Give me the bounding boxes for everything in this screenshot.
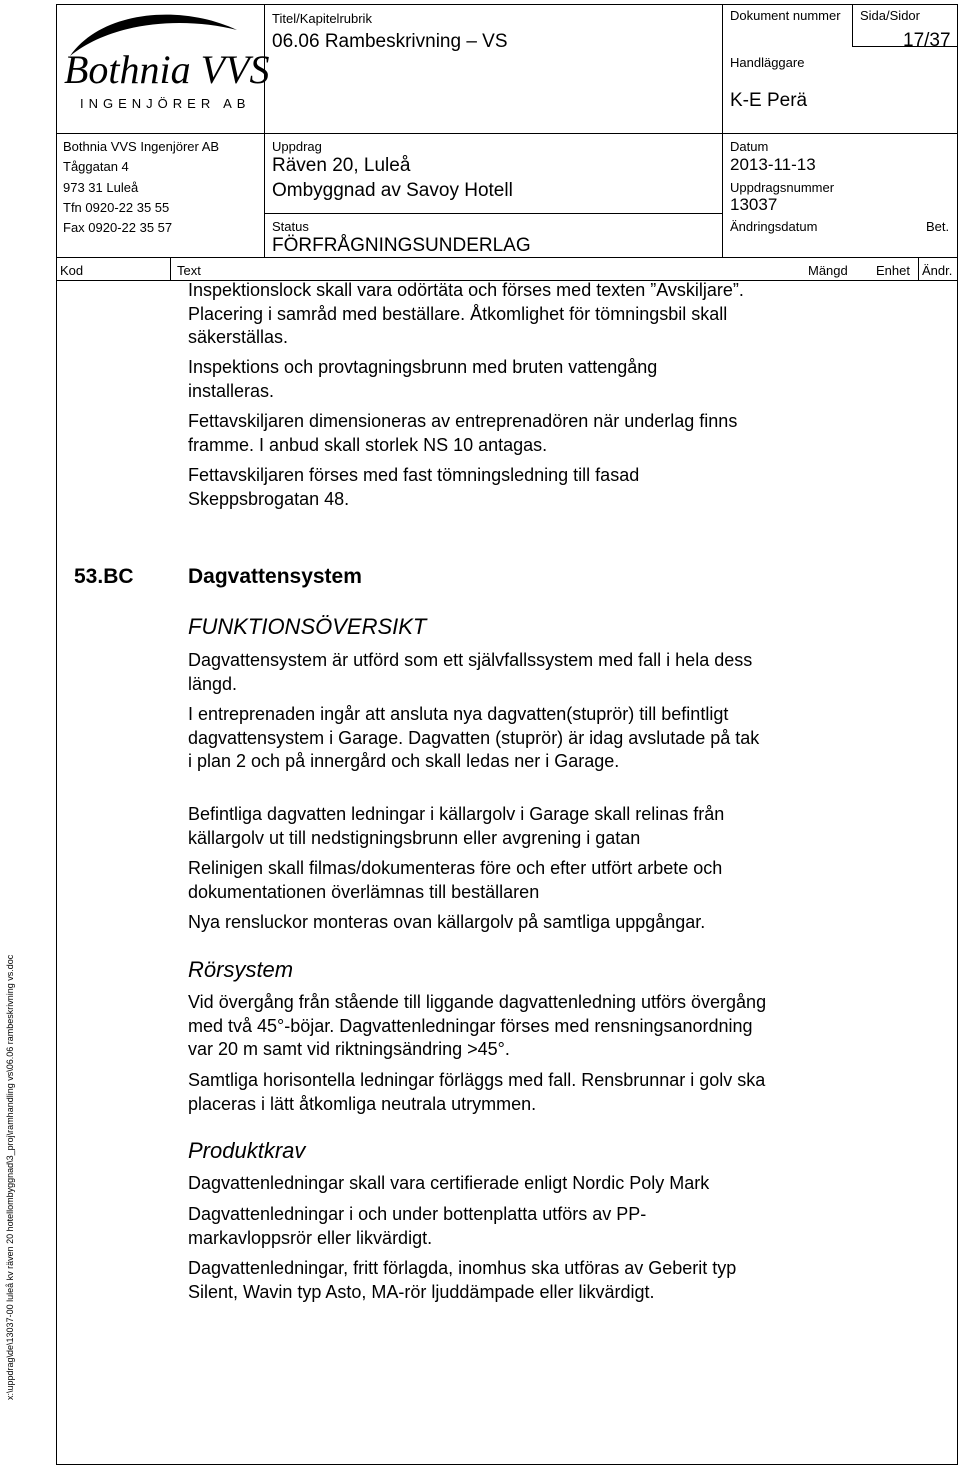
change-date-label: Ändringsdatum bbox=[730, 219, 818, 234]
paragraph: Befintliga dagvatten ledningar i källargolv i Garage skall relinas från källargolv ut till nedstigningsbrunn eller avgrening i gatan bbox=[188, 804, 725, 848]
company-fax: Fax 0920-22 35 57 bbox=[63, 220, 173, 235]
header-divider-1 bbox=[264, 4, 265, 257]
doc-number-label: Dokument nummer bbox=[730, 8, 841, 23]
bet-label: Bet. bbox=[926, 219, 950, 234]
col-andr: Ändr. bbox=[922, 263, 953, 278]
paragraph: Inspektionslock skall vara odörtäta och förses med texten ”Avskiljare”. Placering i samråd med beställare. Åtkomlighet för tömningsbil skall säkerställas. bbox=[188, 280, 744, 347]
section-code: 53.BC bbox=[74, 565, 134, 588]
col-divider-andr bbox=[918, 257, 919, 280]
company-phone: Tfn 0920-22 35 55 bbox=[63, 200, 170, 215]
assignment-line1: Räven 20, Luleå bbox=[272, 155, 411, 176]
col-divider-text bbox=[170, 257, 171, 280]
paragraph: Dagvattenledningar skall vara certifierade enligt Nordic Poly Mark bbox=[188, 1173, 710, 1193]
paragraph: Vid övergång från stående till liggande dagvattenledning utförs övergång med två 45°-böjar. Dagvattenledningar förses med rensningsanordning var 20 m samt vid riktningsändring >45°. bbox=[188, 992, 767, 1059]
file-path: x:\uppdrag\de\13037-00 luleå kv räven 20 hotellombyggnad\3_proj\ramhandling vs\06.06 rambeskrivning vs.doc bbox=[5, 954, 15, 1400]
col-kod: Kod bbox=[60, 263, 84, 278]
paragraph: Fettavskiljaren förses med fast tömningsledning till fasad Skeppsbrogatan 48. bbox=[188, 465, 640, 509]
subheading: FUNKTIONSÖVERSIKT bbox=[188, 614, 427, 639]
header-divider-3 bbox=[852, 4, 853, 46]
title-value: 06.06 Rambeskrivning – VS bbox=[272, 31, 508, 52]
title-label: Titel/Kapitelrubrik bbox=[272, 11, 372, 26]
header-divider-2 bbox=[722, 4, 723, 257]
company-postal: 973 31 Luleå bbox=[63, 180, 139, 195]
paragraph: I entreprenaden ingår att ansluta nya dagvatten(stuprör) till befintligt dagvattensystem i Garage. Dagvatten (stuprör) är idag avslutade på tak i plan 2 och på innergård och skall ledas ner i Garage. bbox=[188, 704, 760, 771]
assignment-number-label: Uppdragsnummer bbox=[730, 180, 835, 195]
paragraph: Dagvattensystem är utförd som ett självfallssystem med fall i hela dess längd. bbox=[188, 650, 753, 694]
logo-tagline: INGENJÖRER AB bbox=[80, 96, 251, 111]
handler-value: K-E Perä bbox=[730, 90, 808, 111]
header-rule-mid bbox=[56, 133, 958, 134]
header-rule-status bbox=[264, 213, 722, 214]
col-enhet: Enhet bbox=[876, 263, 910, 278]
header-rule-bottom bbox=[56, 257, 958, 258]
paragraph: Nya rensluckor monteras ovan källargolv på samtliga uppgångar. bbox=[188, 912, 706, 932]
assignment-line2: Ombyggnad av Savoy Hotell bbox=[272, 180, 513, 201]
subheading: Rörsystem bbox=[188, 957, 294, 982]
company-logo bbox=[62, 8, 270, 128]
paragraph: Inspektions och provtagningsbrunn med bruten vattengång installeras. bbox=[188, 357, 658, 401]
paragraph: Relinigen skall filmas/dokumenteras före och efter utfört arbete och dokumentationen överlämnas till beställaren bbox=[188, 858, 723, 902]
company-name: Bothnia VVS Ingenjörer AB bbox=[63, 139, 220, 154]
subheading: Produktkrav bbox=[188, 1138, 306, 1163]
handler-label: Handläggare bbox=[730, 55, 805, 70]
section-title: Dagvattensystem bbox=[188, 565, 362, 588]
paragraph: Samtliga horisontella ledningar förläggs med fall. Rensbrunnar i golv ska placeras i lätt åtkomliga neutrala utrymmen. bbox=[188, 1070, 766, 1114]
paragraph: Dagvattenledningar i och under bottenplatta utförs av PP-markavloppsrör eller likvärdigt. bbox=[188, 1204, 647, 1248]
col-text: Text bbox=[177, 263, 201, 278]
col-mangd: Mängd bbox=[808, 263, 848, 278]
company-street: Tåggatan 4 bbox=[63, 159, 129, 174]
paragraph: Dagvattenledningar, fritt förlagda, inomhus ska utföras av Geberit typ Silent, Wavin typ Asto, MA-rör ljuddämpade eller likvärdigt. bbox=[188, 1258, 737, 1302]
logo-name: Bothnia VVS bbox=[64, 47, 270, 92]
assignment-number-value: 13037 bbox=[730, 195, 778, 214]
status-label: Status bbox=[272, 219, 309, 234]
status-value: FÖRFRÅGNINGSUNDERLAG bbox=[272, 235, 531, 256]
date-value: 2013-11-13 bbox=[730, 155, 816, 174]
assignment-label: Uppdrag bbox=[272, 139, 322, 154]
page-label: Sida/Sidor bbox=[860, 8, 920, 23]
date-label: Datum bbox=[730, 139, 769, 154]
paragraph: Fettavskiljaren dimensioneras av entreprenadören när underlag finns framme. I anbud skall storlek NS 10 antagas. bbox=[188, 411, 738, 455]
page-value: 17/37 bbox=[903, 30, 951, 51]
